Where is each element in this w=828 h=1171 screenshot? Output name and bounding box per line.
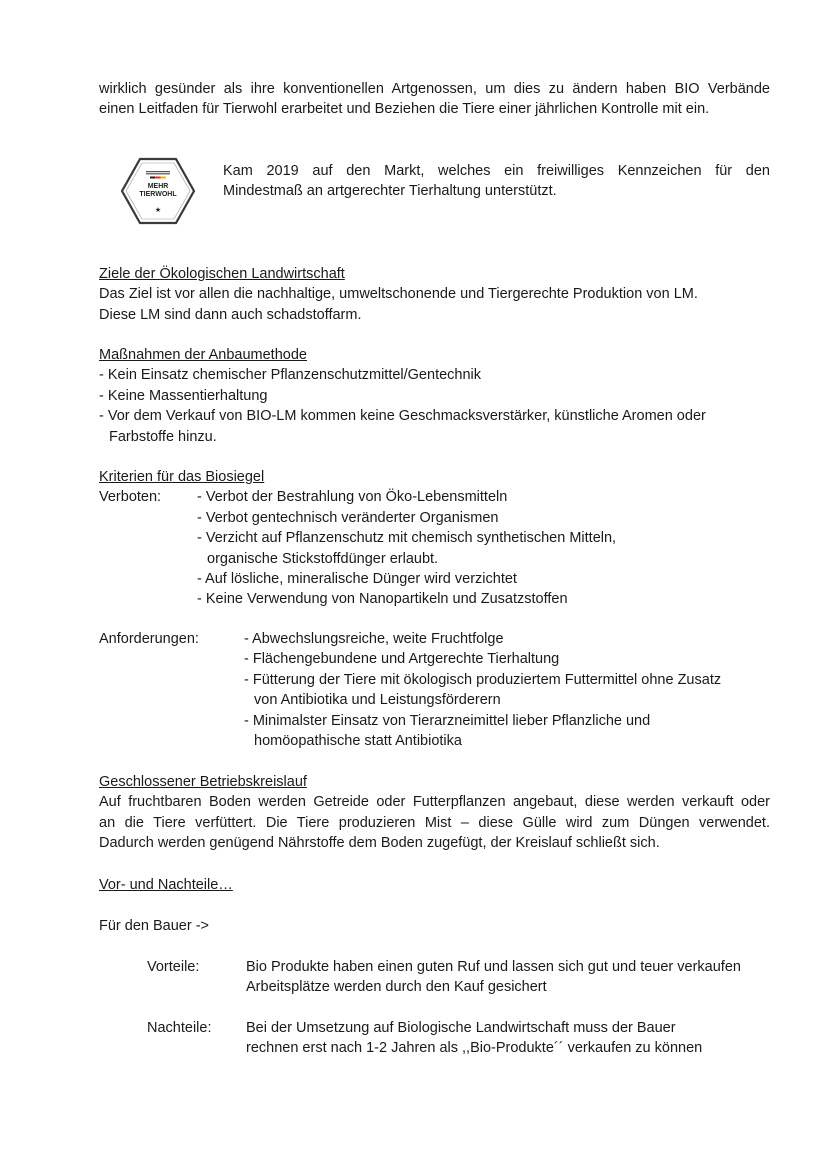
paragraph-line: an die Tiere verfüttert. Die Tiere produzieren Mist – diese Gülle wird zum Düngen verwendet.	[99, 814, 770, 831]
nachteile-list	[246, 1018, 770, 1059]
anforderungen-label: Anforderungen:	[99, 631, 199, 647]
paragraph-line: Das Ziel ist vor allen die nachhaltige, umweltschonende und Tiergerechte Produktion von LM.	[99, 286, 698, 303]
vorteile-label: Vorteile:	[147, 959, 200, 975]
list-item: - Fütterung der Tiere mit ökologisch produziertem Futtermittel ohne Zusatz	[244, 671, 722, 688]
fuer-den-bauer: Für den Bauer ->	[99, 918, 210, 934]
logo-mehr-text: MEHR	[147, 183, 169, 190]
list-item: - Verbot gentechnisch veränderter Organismen	[197, 509, 499, 526]
list-item-continuation: homöopathische statt Antibiotika	[254, 733, 462, 750]
mehr-tierwohl-seal-icon	[120, 157, 196, 225]
list-item: rechnen erst nach 1-2 Jahren als ,,Bio-Produkte´´ verkaufen zu können	[246, 1040, 703, 1057]
list-item: - Abwechslungsreiche, weite Fruchtfolge	[244, 631, 504, 647]
section-anforderungen	[99, 629, 770, 753]
intro-line: wirklich gesünder als ihre konventionellen Artgenossen, um dies zu ändern haben BIO Verbände	[99, 81, 770, 97]
nachteile-label: Nachteile:	[147, 1020, 212, 1036]
paragraph-line: Auf fruchtbaren Boden werden Getreide oder Futterpflanzen angebaut, diese werden verkauft oder	[99, 794, 770, 811]
section-heading: Vor- und Nachteile…	[99, 877, 233, 893]
list-item: - Keine Verwendung von Nanopartikeln und Zusatzstoffen	[197, 591, 568, 608]
list-item: - Minimalster Einsatz von Tierarzneimittel lieber Pflanzliche und	[244, 712, 651, 729]
vorteile-list	[246, 957, 770, 998]
section-ziele	[99, 264, 770, 325]
section-heading: Geschlossener Betriebskreislauf	[99, 774, 307, 790]
intro-paragraph	[99, 79, 770, 120]
logo-description-line: Kam 2019 auf den Markt, welches ein freiwilliges Kennzeichen für den	[223, 163, 770, 179]
logo-tierwohl-text: TIERWOHL	[139, 191, 177, 198]
paragraph-line: Diese LM sind dann auch schadstoffarm.	[99, 306, 362, 323]
list-item: Arbeitsplätze werden durch den Kauf gesichert	[246, 979, 547, 996]
list-item: - Verzicht auf Pflanzenschutz mit chemisch synthetischen Mitteln,	[197, 530, 617, 547]
intro-line: einen Leitfaden für Tierwohl erarbeitet und Beziehen die Tiere einer jährlichen Kontrolle mit ein.	[99, 101, 710, 118]
verboten-label: Verboten:	[99, 489, 162, 506]
list-item: - Keine Massentierhaltung	[99, 387, 268, 404]
list-item: Bio Produkte haben einen guten Ruf und lassen sich gut und teuer verkaufen	[246, 959, 741, 975]
section-heading: Maßnahmen der Anbaumethode	[99, 347, 307, 363]
list-item: Bei der Umsetzung auf Biologische Landwirtschaft muss der Bauer	[246, 1020, 676, 1036]
anforderungen-list	[244, 629, 770, 751]
section-vor-nachteile	[99, 875, 770, 895]
logo-description	[223, 161, 770, 202]
list-item-continuation: Farbstoffe hinzu.	[109, 428, 217, 445]
list-item: - Verbot der Bestrahlung von Öko-Lebensmitteln	[197, 489, 508, 506]
section-heading: Ziele der Ökologischen Landwirtschaft	[99, 266, 345, 282]
list-item-continuation: von Antibiotika und Leistungsförderern	[254, 692, 501, 709]
mehr-tierwohl-logo	[120, 157, 196, 225]
list-item-continuation: organische Stickstoffdünger erlaubt.	[207, 550, 439, 567]
verboten-list	[197, 487, 770, 609]
section-heading: Kriterien für das Biosiegel	[99, 469, 265, 485]
section-massnahmen	[99, 345, 770, 447]
paragraph-line: Dadurch werden genügend Nährstoffe dem Boden zugefügt, der Kreislauf schließt sich.	[99, 835, 660, 852]
section-kreislauf	[99, 772, 770, 854]
logo-description-line: Mindestmaß an artgerechter Tierhaltung unterstützt.	[223, 183, 557, 200]
list-item: - Auf lösliche, mineralische Dünger wird verzichtet	[197, 571, 517, 588]
list-item: - Flächengebundene und Artgerechte Tierhaltung	[244, 651, 560, 668]
section-kriterien	[99, 467, 770, 607]
logo-star-icon: ★	[154, 206, 162, 214]
list-item: - Kein Einsatz chemischer Pflanzenschutzmittel/Gentechnik	[99, 367, 482, 384]
list-item: - Vor dem Verkauf von BIO-LM kommen keine Geschmacksverstärker, künstliche Aromen oder	[99, 408, 706, 425]
